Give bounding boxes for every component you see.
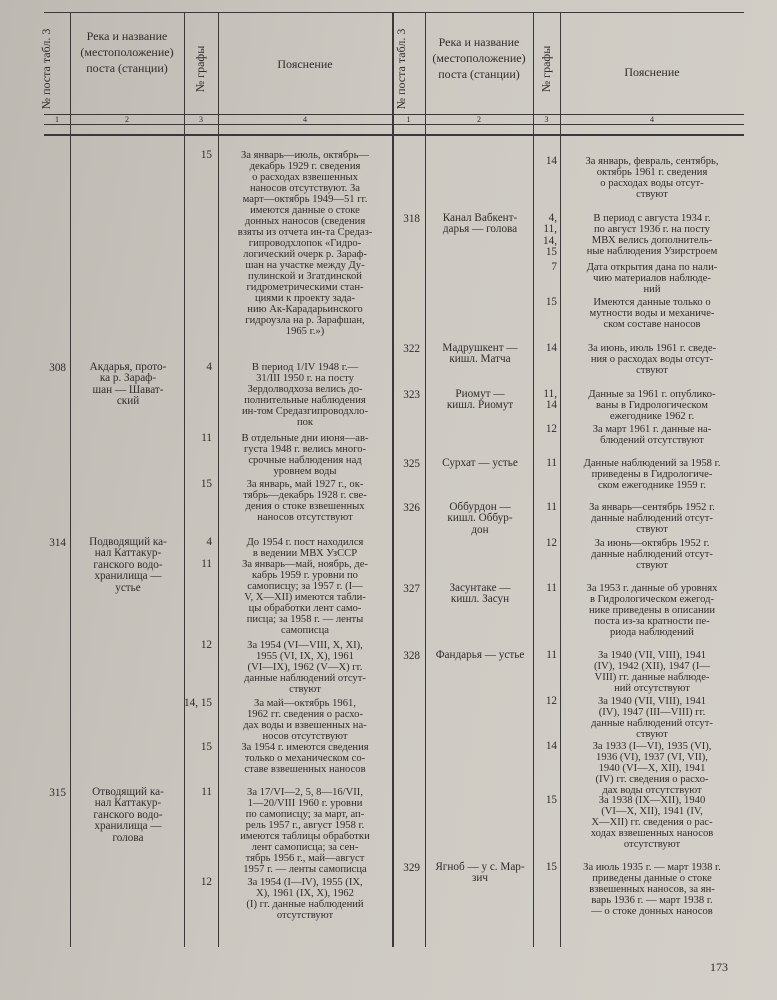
- right-station-name-line: кишл. Матча: [449, 353, 511, 366]
- left-explanation-line: данные наблюдений отсут-: [244, 673, 366, 684]
- left-explanation-line: в ведении МВХ УзССР: [252, 548, 358, 559]
- right-explanation-line: (IV), 1942 (XII), 1947 (I—: [594, 661, 710, 672]
- right-column-ref: 11: [546, 649, 557, 661]
- right-station-name: [427, 343, 533, 366]
- right-explanation-line: нике приведены в описании: [588, 605, 716, 616]
- right-explanation-line: взвешенных наносов, за ян-: [589, 884, 715, 895]
- left-explanation-line: имеются данные о стоке: [250, 205, 360, 216]
- right-explanation-line: За 1938 (IX—XII), 1940: [598, 795, 706, 806]
- right-station-name-line: Сурхат — устье: [442, 457, 518, 469]
- left-explanation-line: пок: [296, 417, 314, 428]
- right-station-name-line: Канал Вабкент-: [442, 212, 518, 224]
- left-station-name-line: хранилища —: [94, 820, 162, 833]
- left-column-ref: 11: [201, 432, 212, 444]
- hdr-left-col2-l3: поста (станции): [86, 61, 168, 75]
- hdr-right-col2: [425, 34, 533, 82]
- left-explanation-line: 1965 г.»): [285, 326, 325, 337]
- left-column-ref: 15: [200, 478, 212, 490]
- right-column-ref: 12: [545, 695, 557, 707]
- right-station-name-line: Засунтаке —: [449, 582, 511, 594]
- right-column-ref: 11: [546, 457, 557, 469]
- left-explanation-line: ставе взвешенных наносов: [244, 764, 366, 775]
- hdr-left-col3: № графы: [193, 45, 207, 93]
- left-explanation-line: (I) гг. данные наблюдений: [246, 899, 364, 910]
- right-explanation-line: в Гидрологическом ежегод-: [589, 594, 715, 605]
- right-column-ref: 14: [545, 740, 557, 752]
- left-explanation-line: только о механическом со-: [244, 753, 366, 764]
- right-column-ref: [533, 213, 557, 259]
- vline-7: [560, 12, 561, 947]
- left-explanation-line: До 1954 г. пост находился: [246, 537, 364, 548]
- left-column-ref: 12: [200, 639, 212, 651]
- top-rule: [44, 12, 744, 13]
- left-post-number: 308: [49, 362, 66, 374]
- left-explanation-line: гипроводхлопок «Гидро-: [248, 238, 362, 249]
- left-explanation-line: по самописцу; за март, ап-: [245, 809, 365, 820]
- colnum-r3: 3: [544, 115, 549, 124]
- left-explanation-line: тябрь 1956 г., май—август: [245, 853, 365, 864]
- hdr-left-col4: Пояснение: [277, 57, 333, 71]
- left-station-name-line: нал Каттакур-: [94, 797, 162, 810]
- right-explanation: [562, 650, 742, 694]
- colnum-2: 2: [125, 115, 129, 124]
- right-explanation-line: дах воды отсутствуют: [602, 785, 702, 796]
- right-explanation: [562, 262, 742, 295]
- right-explanation: [562, 343, 742, 376]
- right-explanation-line: ные наблюдения Узирстроем: [586, 246, 718, 257]
- right-column-ref: 14: [545, 342, 557, 354]
- right-explanation-line: ежегоднике 1962 г.: [609, 411, 695, 422]
- left-station-name-line: ганского водо-: [93, 558, 163, 571]
- right-explanation-line: За 1940 (VII, VIII), 1941: [597, 696, 707, 707]
- right-explanation: [562, 696, 742, 740]
- left-station-name: [74, 362, 182, 408]
- left-explanation-line: пулинской и Згатдинской: [248, 271, 362, 282]
- left-explanation-line: X), 1961 (IX, X), 1962: [256, 888, 354, 899]
- page-number: 173: [710, 960, 728, 974]
- right-explanation: [562, 424, 742, 446]
- right-explanation-line: ствуют: [636, 524, 668, 535]
- right-station-name-line: кишл. Риомут: [446, 399, 514, 412]
- left-explanation-line: имеются таблицы обработки: [240, 831, 370, 842]
- right-station-name-line: кишл. Засун: [450, 593, 510, 606]
- left-column-ref: 11: [201, 558, 212, 570]
- right-station-name-line: зич: [471, 872, 489, 885]
- right-explanation-line: За июнь, июль 1961 г. сведе-: [587, 343, 717, 354]
- hdr-left-col1: № поста табл. 3: [39, 28, 53, 110]
- hdr-left-col2-l1: Река и название: [86, 29, 168, 43]
- colnum-3: 3: [199, 115, 203, 124]
- left-explanation-line: март—октябрь 1949—51 гг.: [242, 194, 368, 205]
- left-explanation-line: За 1954 (VI—VIII, X, XI),: [247, 640, 363, 651]
- hdr-right-col4: Пояснение: [624, 65, 680, 79]
- right-station-name-line: кишл. Оббур-: [447, 512, 513, 525]
- hdr-right-col2-l3: поста (станции): [438, 67, 520, 81]
- left-column-ref: 11: [201, 786, 212, 798]
- right-explanation: [562, 458, 742, 491]
- left-column-ref: 14, 15: [184, 697, 212, 709]
- hdr-left-col2: [70, 28, 184, 76]
- hdr-right-col3: № графы: [539, 45, 553, 93]
- hdr-left-col2-l2: (местоположение): [80, 45, 174, 59]
- right-column-ref-part: 4, 11,: [543, 212, 557, 236]
- right-column-ref: 14: [545, 155, 557, 167]
- right-explanation-line: данные наблюдений отсут-: [591, 718, 713, 729]
- right-explanation-line: (IV) гг. сведения о расхо-: [595, 774, 709, 785]
- left-station-name-line: нал Каттакур-: [94, 547, 162, 560]
- left-explanation-line: V, X—XII) имеются табли-: [244, 592, 366, 603]
- right-explanation-line: 1940 (VI—X, XII), 1941: [598, 763, 706, 774]
- left-explanation: [221, 433, 389, 477]
- left-column-ref: 15: [200, 741, 212, 753]
- left-explanation-line: лент самописца; за сен-: [251, 842, 359, 853]
- left-explanation-line: ствуют: [289, 684, 321, 695]
- left-station-name-line: Акдарья, прото-: [89, 361, 167, 373]
- left-explanation-line: гидрометрическими стан-: [246, 282, 364, 293]
- left-column-ref: 4: [206, 361, 212, 373]
- left-explanation-line: рель 1957 г., август 1958 г.: [245, 820, 365, 831]
- right-explanation-line: За январь—сентябрь 1952 г.: [589, 502, 715, 513]
- right-explanation: [562, 389, 742, 422]
- hdr-right-col1: № поста табл. 3: [394, 28, 408, 110]
- right-explanation-line: — о стоке донных наносов: [591, 906, 713, 917]
- right-explanation-line: VIII) гг. данные наблюде-: [594, 672, 710, 683]
- left-column-ref: 4: [206, 536, 212, 548]
- vline-5: [425, 12, 426, 947]
- right-explanation-line: по август 1936 г. на посту: [594, 224, 710, 235]
- left-post-number: 314: [49, 537, 66, 549]
- right-station-name: [427, 862, 533, 885]
- vline-1: [70, 12, 71, 947]
- right-station-name-line: дарья — голова: [442, 223, 518, 236]
- left-column-ref: 15: [200, 149, 212, 161]
- left-explanation-line: шан на участке между Ду-: [245, 260, 365, 271]
- right-explanation-line: (IV), 1947 (III—VIII) гг.: [598, 707, 706, 718]
- right-explanation-line: мутности воды и механиче-: [589, 308, 715, 319]
- right-explanation-line: поста из-за кратности пе-: [594, 616, 710, 627]
- right-station-name-line: Ягноб — у с. Мар-: [435, 861, 525, 873]
- right-explanation-line: ском составе наносов: [603, 319, 701, 330]
- right-explanation-line: В период с августа 1934 г.: [593, 213, 711, 224]
- left-explanation: [221, 559, 389, 636]
- left-explanation-line: взяты из отчета ин-та Средаз-: [237, 227, 373, 238]
- right-explanation-line: Имеются данные только о: [593, 297, 711, 308]
- right-explanation-line: ния о расходах воды отсут-: [590, 354, 714, 365]
- right-explanation-line: За 1933 (I—VI), 1935 (VI),: [592, 741, 712, 752]
- left-explanation-line: кабрь 1959 г. уровни по: [252, 570, 358, 581]
- right-explanation-line: За 1953 г. данные об уровнях: [586, 583, 718, 594]
- right-post-number: 322: [403, 343, 420, 355]
- right-station-name: [427, 213, 533, 236]
- left-explanation-line: писца; за 1958 г. — ленты: [246, 614, 364, 625]
- right-explanation: [562, 538, 742, 571]
- left-station-name: [74, 787, 182, 844]
- right-column-ref: 11: [546, 501, 557, 513]
- right-explanation-line: За январь, февраль, сентябрь,: [585, 156, 719, 167]
- right-station-name-line: дон: [471, 523, 489, 536]
- right-station-name: [427, 650, 533, 661]
- right-column-ref: 7: [551, 261, 557, 273]
- right-explanation-line: За июнь—октябрь 1952 г.: [594, 538, 710, 549]
- right-post-number: 318: [403, 213, 420, 225]
- left-explanation-line: густа 1948 г. велись много-: [243, 444, 367, 455]
- left-station-name-line: ганского водо-: [93, 808, 163, 821]
- left-column-ref: 12: [200, 876, 212, 888]
- colnum-rule-a: [44, 124, 744, 125]
- right-station-name: [427, 502, 533, 536]
- right-column-ref: 15: [545, 296, 557, 308]
- left-explanation-line: логический очерк р. Зараф-: [243, 249, 367, 260]
- right-explanation-line: ний: [643, 284, 661, 295]
- left-explanation-line: 1—20/VIII 1960 г. уровни: [247, 798, 363, 809]
- right-post-number: 329: [403, 862, 420, 874]
- left-explanation-line: наносов отсутствуют. За: [250, 183, 360, 194]
- right-explanation-line: ствуют: [636, 189, 668, 200]
- left-explanation-line: уровнем воды: [273, 466, 337, 477]
- right-explanation-line: блюдений отсутствуют: [600, 435, 704, 446]
- left-station-name-line: Отводящий ка-: [92, 786, 164, 798]
- left-explanation-line: дах воды и взвешенных на-: [243, 720, 367, 731]
- left-explanation: [221, 362, 389, 428]
- left-explanation-line: За 1954 г. имеются сведения: [241, 742, 369, 753]
- right-explanation-line: приведены в Гидрологиче-: [591, 469, 713, 480]
- right-explanation-line: варь 1936 г. — март 1938 г.: [591, 895, 713, 906]
- left-explanation-line: Зердолводхоза велись до-: [247, 384, 363, 395]
- hdr-right-col2-l1: Река и название: [438, 35, 520, 49]
- right-explanation: [562, 213, 742, 257]
- left-explanation-line: носов отсутствуют: [262, 731, 348, 742]
- left-explanation-line: цы обработки лент само-: [248, 603, 362, 614]
- colnum-rule-b: [44, 134, 744, 136]
- left-explanation-line: самописца: [281, 625, 329, 636]
- right-explanation-line: X—XII) гг. сведения о рас-: [591, 817, 713, 828]
- hdr-right-col2-l2: (местоположение): [432, 51, 526, 65]
- right-explanation-line: МВХ велись дополнитель-: [591, 235, 713, 246]
- colnum-1: 1: [55, 115, 59, 124]
- left-explanation-line: самописцу; за 1957 г. (I—: [247, 581, 363, 592]
- right-station-name: [427, 458, 533, 469]
- right-explanation-line: риода наблюдений: [610, 627, 694, 638]
- left-explanation-line: За май—октябрь 1961,: [254, 698, 356, 709]
- right-explanation-line: ствуют: [636, 560, 668, 571]
- right-post-number: 323: [403, 389, 420, 401]
- right-column-ref: 12: [545, 423, 557, 435]
- right-explanation: [562, 156, 742, 200]
- left-explanation-line: За 17/VI—2, 5, 8—16/VII,: [247, 787, 363, 798]
- left-station-name-line: ский: [116, 395, 140, 408]
- left-explanation-line: полнительные наблюдения: [244, 395, 366, 406]
- right-station-name: [427, 583, 533, 606]
- right-explanation: [562, 795, 742, 850]
- left-explanation: [221, 150, 389, 337]
- left-station-name-line: голова: [112, 831, 144, 844]
- colnum-r4: 4: [650, 115, 654, 124]
- right-column-ref: 15: [545, 794, 557, 806]
- left-explanation: [221, 787, 389, 875]
- left-explanation-line: ин-том Средазгипроводхло-: [241, 406, 368, 417]
- right-explanation-line: октябрь 1961 г. сведения: [596, 167, 708, 178]
- right-post-number: 328: [403, 650, 420, 662]
- right-station-name-line: Оббурдон —: [449, 501, 511, 513]
- left-explanation-line: тябрь—декабрь 1928 г. све-: [243, 490, 367, 501]
- left-explanation-line: о расходах взвешенных: [252, 172, 358, 183]
- left-explanation-line: гидроузла на р. Зарафшан,: [245, 315, 365, 326]
- left-station-name-line: хранилища —: [94, 570, 162, 583]
- colnum-4: 4: [303, 115, 307, 124]
- right-column-ref: 11: [546, 582, 557, 594]
- left-explanation-line: В период 1/IV 1948 г.—: [251, 362, 359, 373]
- left-explanation-line: срочные наблюдения над: [248, 455, 362, 466]
- right-explanation: [562, 862, 742, 917]
- left-post-number: 315: [49, 787, 66, 799]
- left-explanation-line: донных наносов (сведения: [244, 216, 366, 227]
- vline-mid: [392, 12, 394, 947]
- left-explanation-line: За январь—июль, октябрь—: [241, 150, 369, 161]
- right-explanation-line: чию материалов наблюде-: [593, 273, 711, 284]
- right-explanation-line: ваны в Гидрологическом: [596, 400, 708, 411]
- right-explanation-line: Данные за 1961 г. опублико-: [588, 389, 716, 400]
- right-station-name-line: Мадрушкент —: [442, 342, 518, 354]
- right-explanation-line: ствуют: [636, 365, 668, 376]
- right-explanation-line: ском ежегоднике 1959 г.: [597, 480, 706, 491]
- left-explanation-line: 1962 гг. сведения о расхо-: [246, 709, 363, 720]
- left-station-name-line: ка р. Зараф-: [99, 372, 157, 385]
- right-explanation-line: 1936 (VI), 1937 (VI, VII),: [596, 752, 708, 763]
- left-explanation-line: За январь, май 1927 г., ок-: [246, 479, 364, 490]
- left-explanation: [221, 537, 389, 559]
- right-explanation: [562, 297, 742, 330]
- right-explanation-line: (VI—X, XII), 1941 (IV,: [601, 806, 703, 817]
- right-explanation-line: За март 1961 г. данные на-: [592, 424, 712, 435]
- right-post-number: 325: [403, 458, 420, 470]
- right-station-name-line: Риомут —: [455, 388, 505, 400]
- right-post-number: 327: [403, 583, 420, 595]
- right-explanation-line: Данные наблюдений за 1958 г.: [583, 458, 721, 469]
- colnum-r2: 2: [477, 115, 481, 124]
- left-explanation-line: наносов отсутствуют: [257, 512, 353, 523]
- right-explanation-line: приведены данные о стоке: [592, 873, 712, 884]
- right-post-number: 326: [403, 502, 420, 514]
- left-station-name-line: шан — Шават-: [92, 383, 164, 396]
- right-explanation-line: ствуют: [636, 729, 668, 740]
- vline-3: [218, 12, 219, 947]
- left-explanation: [221, 698, 389, 742]
- left-explanation-line: 31/III 1950 г. на посту: [256, 373, 354, 384]
- left-explanation: [221, 479, 389, 523]
- right-column-ref: 15: [545, 861, 557, 873]
- left-explanation-line: За 1954 (I—IV), 1955 (IX,: [247, 877, 363, 888]
- right-explanation: [562, 502, 742, 535]
- right-explanation: [562, 741, 742, 796]
- right-explanation-line: ходах взвешенных наносов: [590, 828, 714, 839]
- right-station-name: [427, 389, 533, 412]
- right-explanation-line: о расходах воды отсут-: [600, 178, 704, 189]
- left-explanation-line: За январь—май, ноябрь, де-: [242, 559, 368, 570]
- right-explanation-line: отсутствуют: [623, 839, 681, 850]
- left-explanation-line: циями к проекту зада-: [254, 293, 356, 304]
- left-explanation-line: декабрь 1929 г. сведения: [249, 161, 361, 172]
- right-explanation: [562, 583, 742, 638]
- left-station-name-line: Подводящий ка-: [89, 536, 167, 548]
- colnum-r1: 1: [406, 115, 411, 124]
- left-station-name-line: устье: [115, 581, 141, 594]
- left-explanation-line: отсутствуют: [276, 910, 334, 921]
- right-column-ref: 12: [545, 537, 557, 549]
- left-explanation-line: дения о стоке взвешенных: [245, 501, 365, 512]
- left-explanation: [221, 742, 389, 775]
- left-explanation-line: 1955 (VI, IX, X), 1961: [256, 651, 354, 662]
- right-explanation-line: данные наблюдений отсут-: [591, 549, 713, 560]
- right-explanation-line: Дата открытия дана по нали-: [586, 262, 718, 273]
- left-explanation-line: нию Ак-Карадарьинского: [247, 304, 363, 315]
- vline-6: [533, 12, 534, 947]
- left-explanation: [221, 877, 389, 921]
- left-explanation-line: В отдельные дни июня—ав-: [241, 433, 369, 444]
- right-explanation-line: ний отсутствуют: [614, 683, 690, 694]
- left-station-name: [74, 537, 182, 594]
- right-explanation-line: За 1940 (VII, VIII), 1941: [597, 650, 707, 661]
- right-column-ref: 11, 14: [543, 388, 557, 412]
- left-explanation-line: 1957 г. — ленты самописца: [243, 864, 367, 875]
- left-explanation-line: (VI—IX), 1962 (V—X) гг.: [247, 662, 363, 673]
- right-explanation-line: данные наблюдений отсут-: [591, 513, 713, 524]
- right-station-name-line: Фандарья — устье: [435, 649, 525, 661]
- left-explanation: [221, 640, 389, 695]
- right-explanation-line: За июль 1935 г. — март 1938 г.: [583, 862, 721, 873]
- right-column-ref-part: 14, 15: [543, 234, 557, 259]
